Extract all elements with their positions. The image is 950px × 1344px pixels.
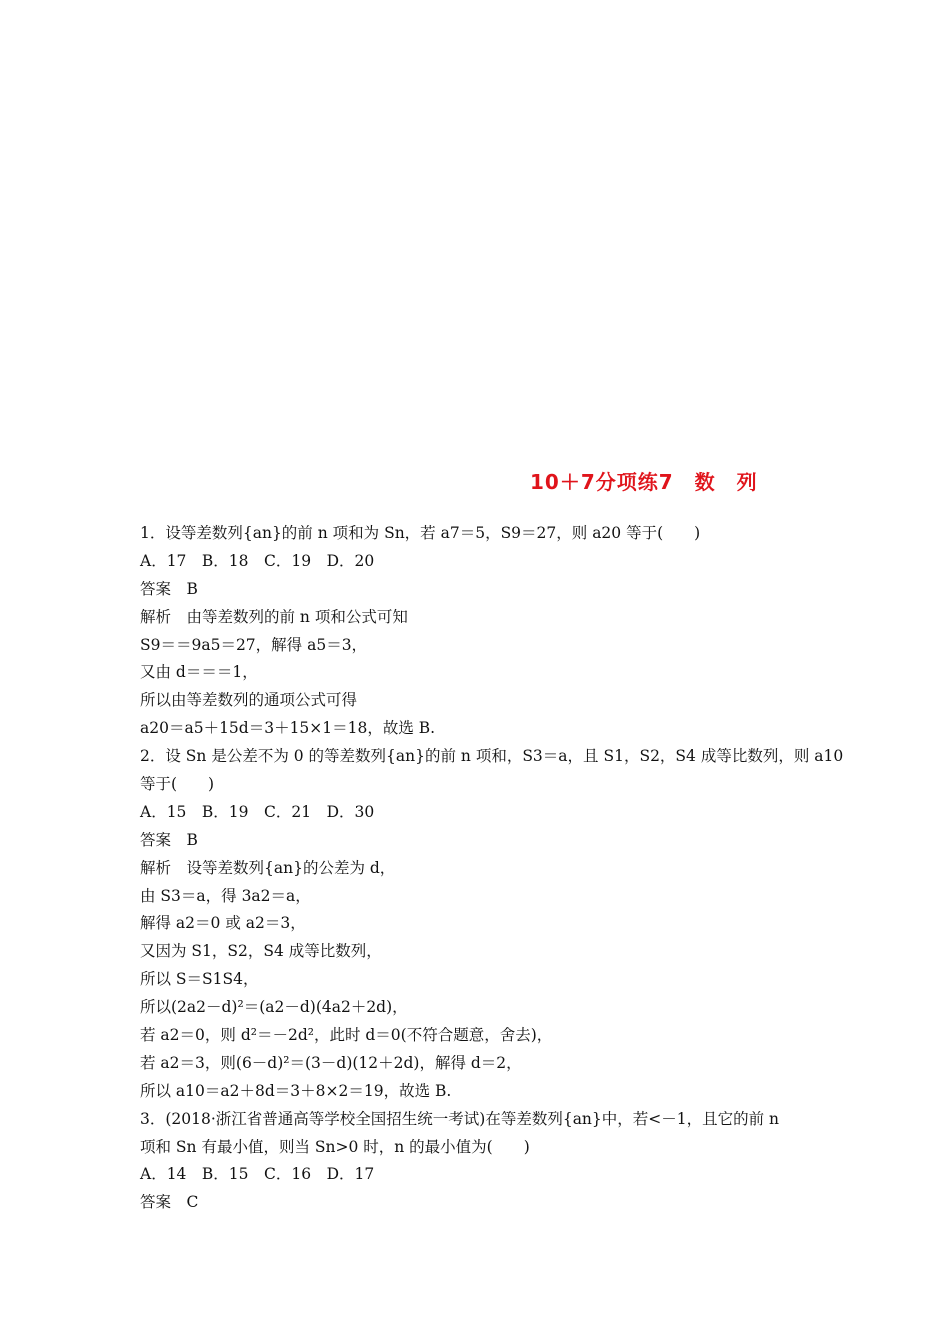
- question-2-analysis-line: 又因为 S1，S2，S4 成等比数列，: [140, 942, 382, 961]
- question-1-answer: 答案 B: [140, 579, 198, 598]
- question-1-analysis-line: 解析 由等差数列的前 n 项和公式可知: [140, 607, 408, 626]
- question-2-analysis-line: 所以 a10＝a2＋8d＝3＋8×2＝19，故选 B.: [140, 1081, 452, 1100]
- question-2-answer: 答案 B: [140, 830, 198, 849]
- question-2-analysis-line: 由 S3＝a，得 3a2＝a，: [140, 886, 311, 905]
- question-2-options: A．15 B．19 C．21 D．30: [140, 802, 375, 821]
- question-2-analysis-line: 若 a2＝0，则 d²＝－2d²，此时 d＝0(不符合题意，舍去)，: [140, 1026, 553, 1045]
- question-1-analysis-line: a20＝a5＋15d＝3＋15×1＝18，故选 B.: [140, 719, 436, 738]
- question-2-analysis-line: 解析 设等差数列{an}的公差为 d，: [140, 858, 396, 877]
- question-1-analysis-line: 又由 d＝＝＝1，: [140, 663, 258, 682]
- question-1-stem: 1．设等差数列{an}的前 n 项和为 Sn，若 a7＝5，S9＝27，则 a20 等于( ): [140, 524, 701, 542]
- question-2-stem: 2．设 Sn 是公差不为 0 的等差数列{an}的前 n 项和，S3＝a，且 S1，S2，S4 成等比数列，则 a10: [140, 747, 844, 766]
- question-1-options: A．17 B．18 C．19 D．20: [140, 551, 375, 570]
- question-2-stem-cont: 等于( ): [140, 775, 215, 794]
- question-3-options: A．14 B．15 C．16 D．17: [140, 1165, 375, 1184]
- question-1-analysis-line: S9＝＝9a5＝27，解得 a5＝3，: [140, 635, 368, 654]
- page-title: 10＋7分项练7 数 列: [530, 470, 758, 494]
- question-2-analysis-line: 若 a2＝3，则(6－d)²＝(3－d)(12＋2d)，解得 d＝2，: [140, 1053, 522, 1072]
- question-3-stem: 3．(2018·浙江省普通高等学校全国招生统一考试)在等差数列{an}中，若<－1，且它的前 n: [140, 1109, 780, 1128]
- question-2-analysis-line: 所以 S＝S1S4，: [140, 970, 259, 989]
- question-2-analysis-line: 所以(2a2－d)²＝(a2－d)(4a2＋2d)，: [140, 998, 408, 1017]
- question-2-analysis-line: 解得 a2＝0 或 a2＝3，: [140, 914, 306, 933]
- question-3-stem-cont: 项和 Sn 有最小值，则当 Sn>0 时，n 的最小值为( ): [140, 1137, 530, 1156]
- question-1-analysis-line: 所以由等差数列的通项公式可得: [140, 691, 358, 710]
- question-3-answer: 答案 C: [140, 1193, 199, 1212]
- document-body: [140, 520, 844, 1217]
